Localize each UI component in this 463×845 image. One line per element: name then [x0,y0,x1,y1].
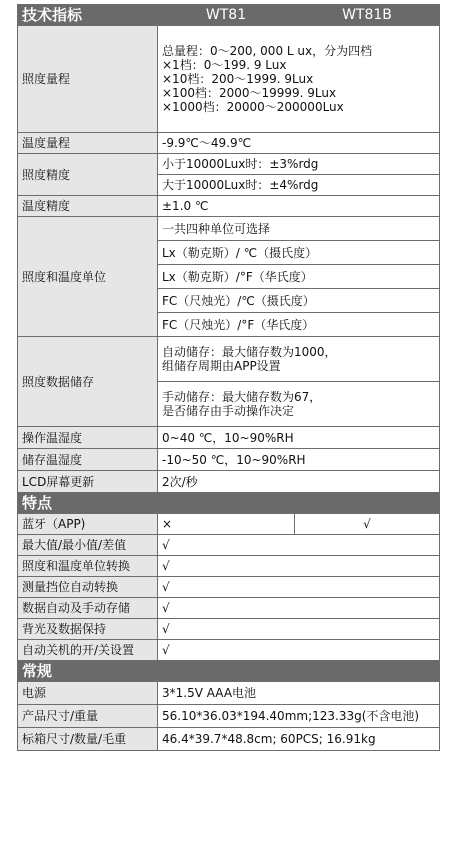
units-option: FC（尺烛光）/℃（摄氏度） [158,289,440,313]
general-title: 常规 [18,661,440,682]
feature-label: 数据自动及手动存储 [18,598,158,619]
features-title: 特点 [18,493,440,514]
temp-range-label: 温度量程 [18,133,158,154]
temp-range-value: -9.9℃～49.9℃ [158,133,440,154]
temp-accuracy-label: 温度精度 [18,196,158,217]
storage-auto-line: 组储存周期由APP设置 [162,359,281,373]
lux-accuracy-high: 大于10000Lux时：±4%rdg [158,175,440,196]
storage-auto-line: 自动储存：最大储存数为1000， [162,345,337,359]
bluetooth-wt81: × [158,514,295,535]
size-value: 56.10*36.03*194.40mm;123.33g(不含电池) [158,705,440,728]
op-env-value: 0~40 ℃，10~90%RH [158,427,440,449]
storage-row [18,337,440,382]
table-header-row [18,5,440,26]
general-section-row [18,661,440,682]
feature-row [18,556,440,577]
feature-value: √ [158,556,440,577]
spec-table [17,4,440,751]
bluetooth-wt81b: √ [295,514,440,535]
lux-range-row [18,26,440,133]
feature-label: 最大值/最小值/差值 [18,535,158,556]
storage-manual-line: 是否储存由手动操作决定 [162,404,295,418]
feature-label: 自动关机的开/关设置 [18,640,158,661]
lux-accuracy-row [18,154,440,175]
bluetooth-row [18,514,440,535]
feature-value: √ [158,535,440,556]
lux-range-value [158,26,440,133]
power-value: 3*1.5V AAA电池 [158,682,440,705]
box-row [18,728,440,751]
spec-header: 技术指标 [18,5,158,26]
units-option: Lx（勒克斯）/ ℃（摄氏度） [158,241,440,265]
feature-value: √ [158,598,440,619]
feature-row [18,577,440,598]
store-env-label: 储存温湿度 [18,449,158,471]
feature-value: √ [158,640,440,661]
size-label: 产品尺寸/重量 [18,705,158,728]
storage-manual-line: 手动储存：最大储存数为67， [162,390,322,404]
lux-accuracy-label: 照度精度 [18,154,158,196]
lux-range-line: ×1000档：20000～200000Lux [162,100,344,114]
storage-label: 照度数据储存 [18,337,158,427]
box-value: 46.4*39.7*48.8cm; 60PCS; 16.91kg [158,728,440,751]
box-label: 标箱尺寸/数量/毛重 [18,728,158,751]
units-option: FC（尺烛光）/°F（华氏度） [158,313,440,337]
feature-label: 照度和温度单位转换 [18,556,158,577]
features-section-row [18,493,440,514]
units-row [18,217,440,241]
lux-range-label: 照度量程 [18,26,158,133]
store-env-row [18,449,440,471]
lux-range-line: ×1档：0～199. 9 Lux [162,58,287,72]
lcd-value: 2次/秒 [158,471,440,493]
feature-value: √ [158,619,440,640]
model-wt81-header: WT81 [158,5,295,26]
model-wt81b-header: WT81B [295,5,440,26]
feature-row [18,619,440,640]
feature-row [18,640,440,661]
feature-row [18,598,440,619]
lux-range-line: 总量程：0～200, 000 L ux，分为四档 [162,44,373,58]
power-row [18,682,440,705]
feature-label: 背光及数据保持 [18,619,158,640]
power-label: 电源 [18,682,158,705]
feature-row [18,535,440,556]
storage-manual [158,382,440,427]
bluetooth-label: 蓝牙（APP) [18,514,158,535]
temp-range-row [18,133,440,154]
feature-label: 测量挡位自动转换 [18,577,158,598]
spec-sheet [17,4,439,751]
temp-accuracy-value: ±1.0 ℃ [158,196,440,217]
temp-accuracy-row [18,196,440,217]
units-label: 照度和温度单位 [18,217,158,337]
storage-auto [158,337,440,382]
lcd-row [18,471,440,493]
lcd-label: LCD屏幕更新 [18,471,158,493]
size-row [18,705,440,728]
units-option: Lx（勒克斯）/°F（华氏度） [158,265,440,289]
lux-range-line: ×100档：2000～19999. 9Lux [162,86,337,100]
feature-value: √ [158,577,440,598]
units-option: 一共四种单位可选择 [158,217,440,241]
lux-range-line: ×10档：200～1999. 9Lux [162,72,314,86]
store-env-value: -10~50 ℃，10~90%RH [158,449,440,471]
lux-accuracy-low: 小于10000Lux时：±3%rdg [158,154,440,175]
op-env-row [18,427,440,449]
op-env-label: 操作温湿度 [18,427,158,449]
